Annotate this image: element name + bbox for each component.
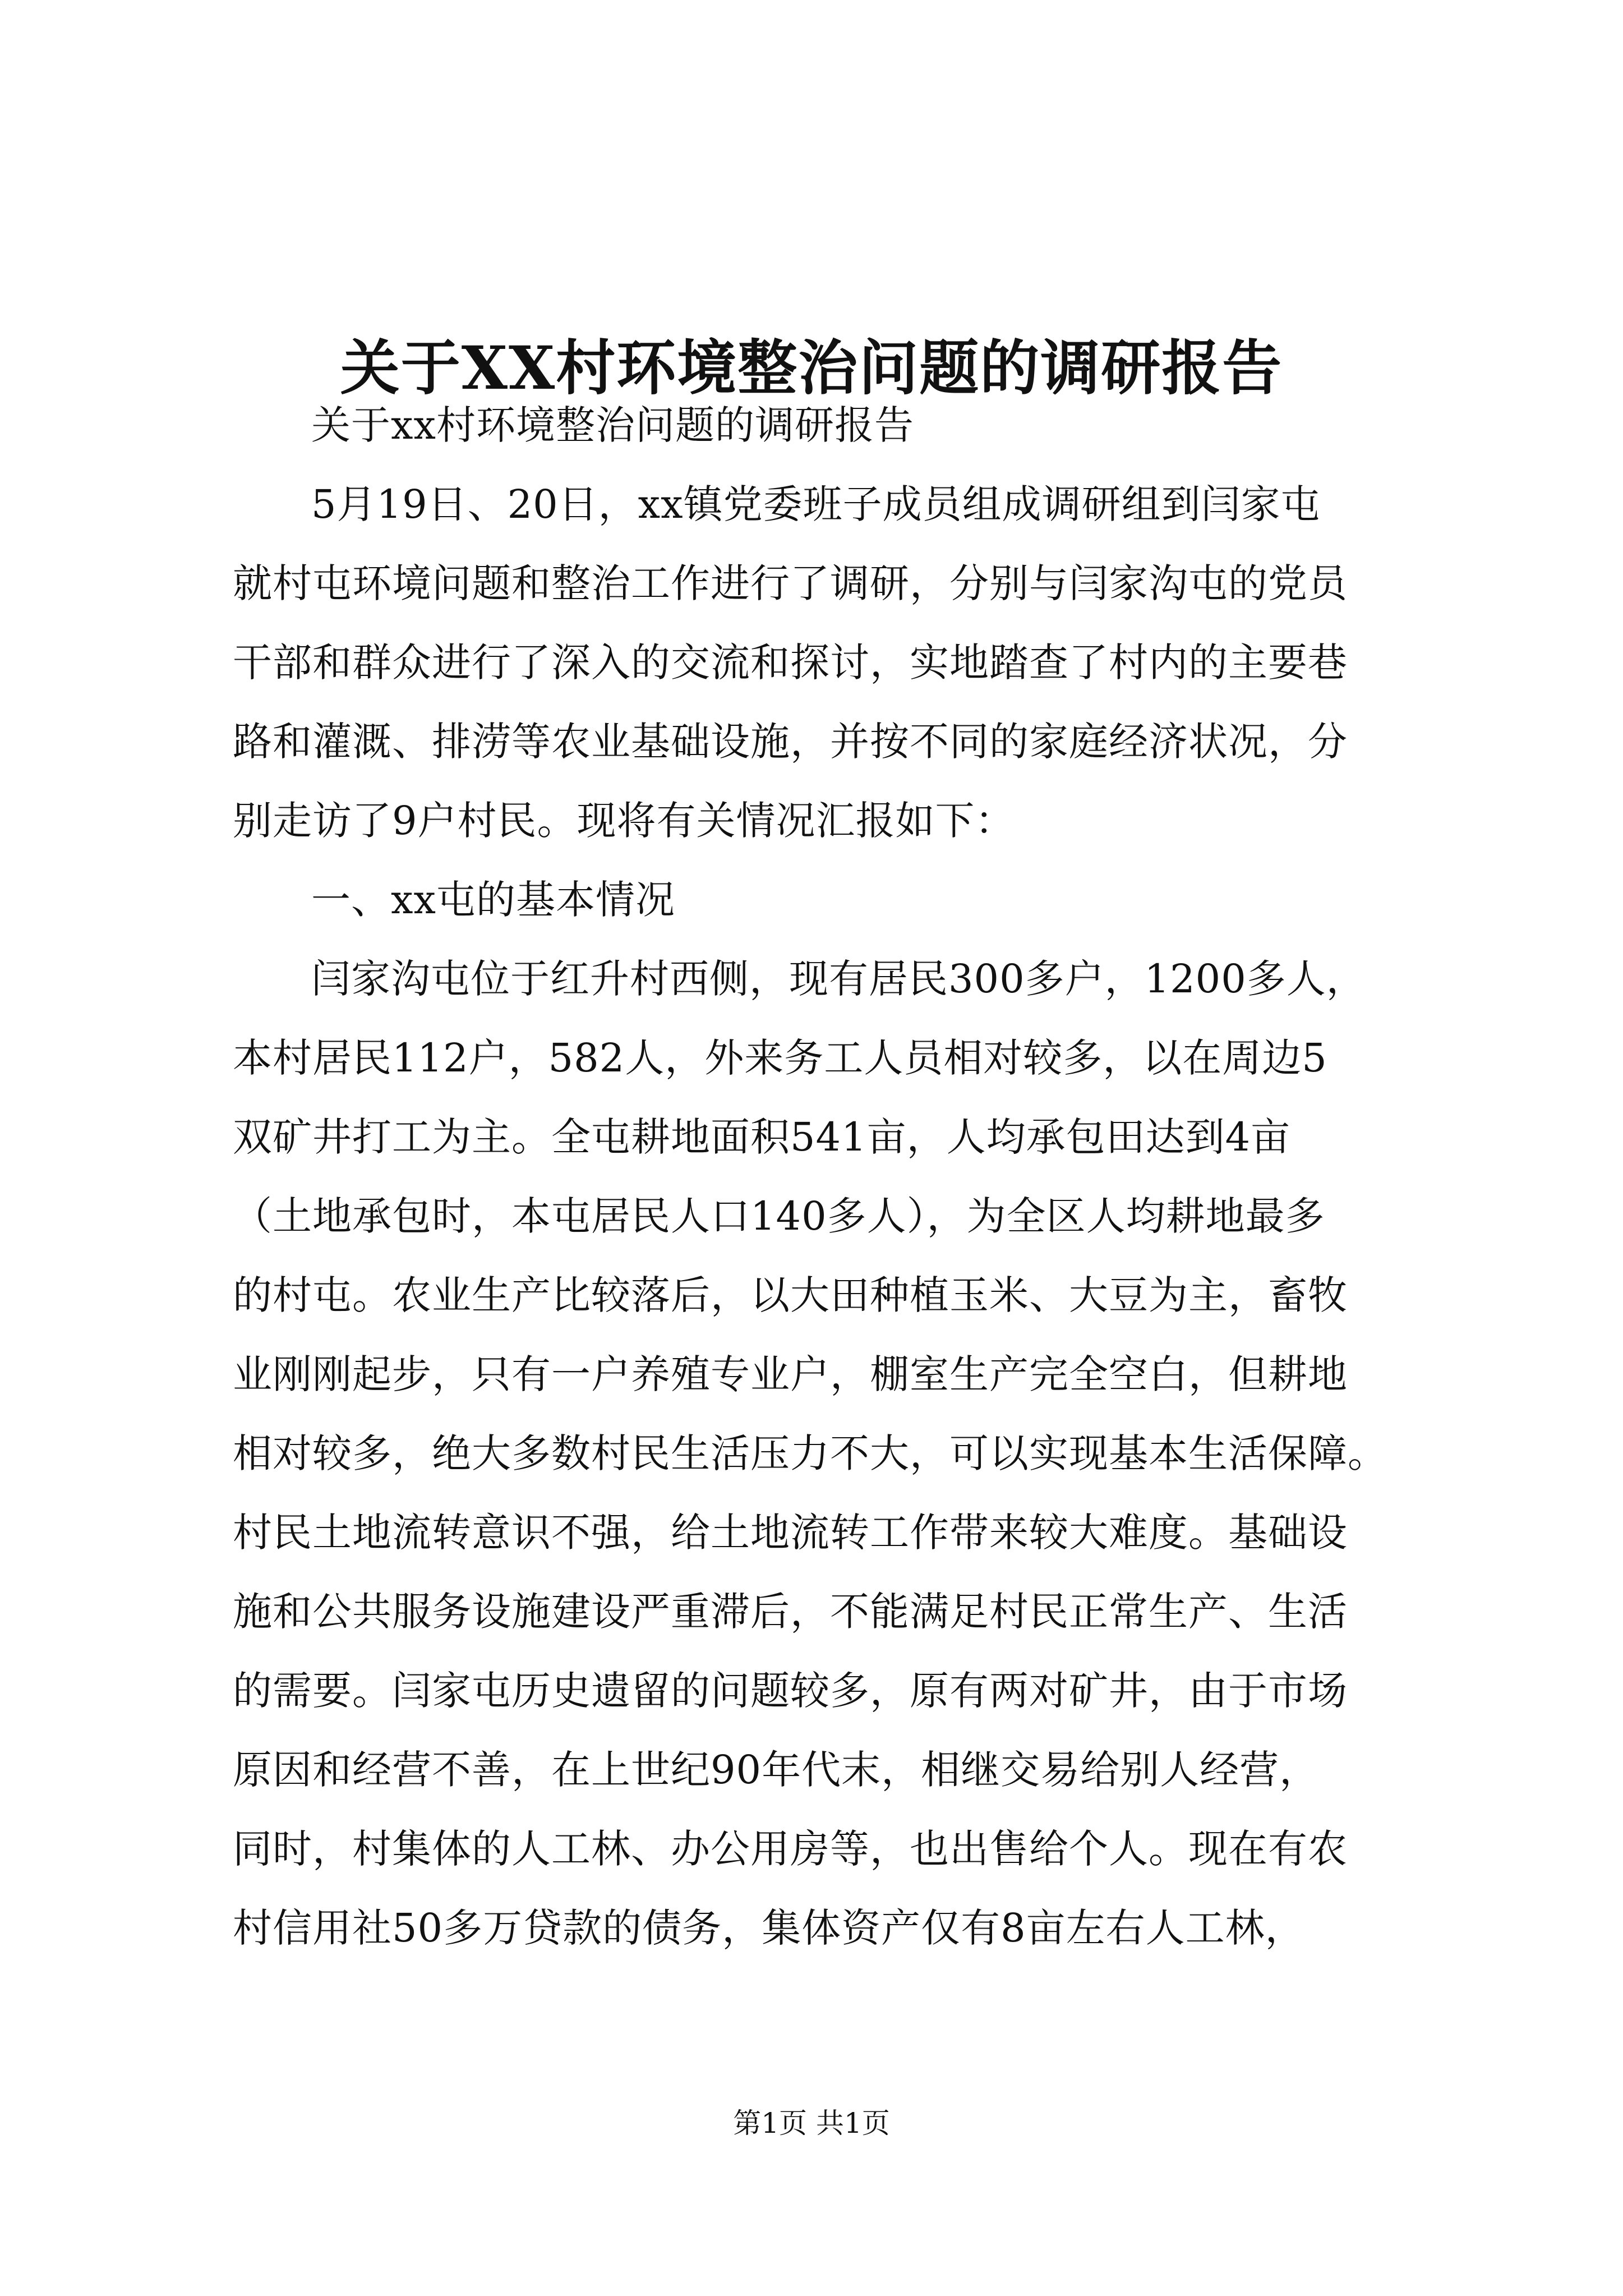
text-line: 路和灌溉、排涝等农业基础设施，并按不同的家庭经济状况，分 [233,719,1348,765]
text-line: 双矿井打工为主。全屯耕地面积541亩，人均承包田达到4亩 [233,1114,1291,1160]
text-line: 村信用社50多万贷款的债务，集体资产仅有8亩左右人工林， [233,1905,1305,1951]
document-body [233,386,1422,1968]
paragraph-intro [233,465,1422,861]
text-line: 别走访了9户村民。现将有关情况汇报如下： [233,798,1015,844]
document-title: 关于XX村环境整治问题的调研报告 [340,333,1283,403]
text-line: 的村屯。农业生产比较落后，以大田种植玉米、大豆为主，畜牧 [233,1272,1348,1318]
text-line: 就村屯环境问题和整治工作进行了调研，分别与闫家沟屯的党员 [233,560,1348,606]
text-line: 的需要。闫家屯历史遗留的问题较多，原有两对矿井，由于市场 [233,1668,1348,1714]
text-line: 本村居民112户，582人，外来务工人员相对较多，以在周边5 [233,1035,1327,1081]
paragraph-basic-situation [233,940,1422,1968]
text-line: 施和公共服务设施建设严重滞后，不能满足村民正常生产、生活 [233,1589,1348,1635]
text-line: 原因和经营不善，在上世纪90年代末，相继交易给别人经营， [233,1747,1320,1793]
text-line: 业刚刚起步，只有一户养殖专业户，棚室生产完全空白，但耕地 [233,1351,1348,1397]
text-line: 相对较多，绝大多数村民生活压力不大，可以实现基本生活保障。 [233,1430,1387,1476]
text-line: 干部和群众进行了深入的交流和探讨，实地踏查了村内的主要巷 [233,639,1348,685]
text-line: 村民土地流转意识不强，给土地流转工作带来较大难度。基础设 [233,1510,1348,1556]
page-number-label: 第1页 共1页 [733,2107,890,2139]
text-line: 同时，村集体的人工林、办公用房等，也出售给个人。现在有农 [233,1826,1348,1872]
text-line: 一、xx屯的基本情况 [311,877,675,923]
text-line: 关于xx村环境整治问题的调研报告 [311,402,914,448]
text-line: （土地承包时，本屯居民人口140多人），为全区人均耕地最多 [233,1193,1325,1239]
page-footer [0,2104,1623,2143]
paragraph-subtitle [233,386,1422,465]
text-line: 闫家沟屯位于红升村西侧，现有居民300多户，1200多人， [311,956,1366,1002]
section-heading [233,861,1422,940]
text-line: 5月19日、20日，xx镇党委班子成员组成调研组到闫家屯 [311,481,1321,527]
